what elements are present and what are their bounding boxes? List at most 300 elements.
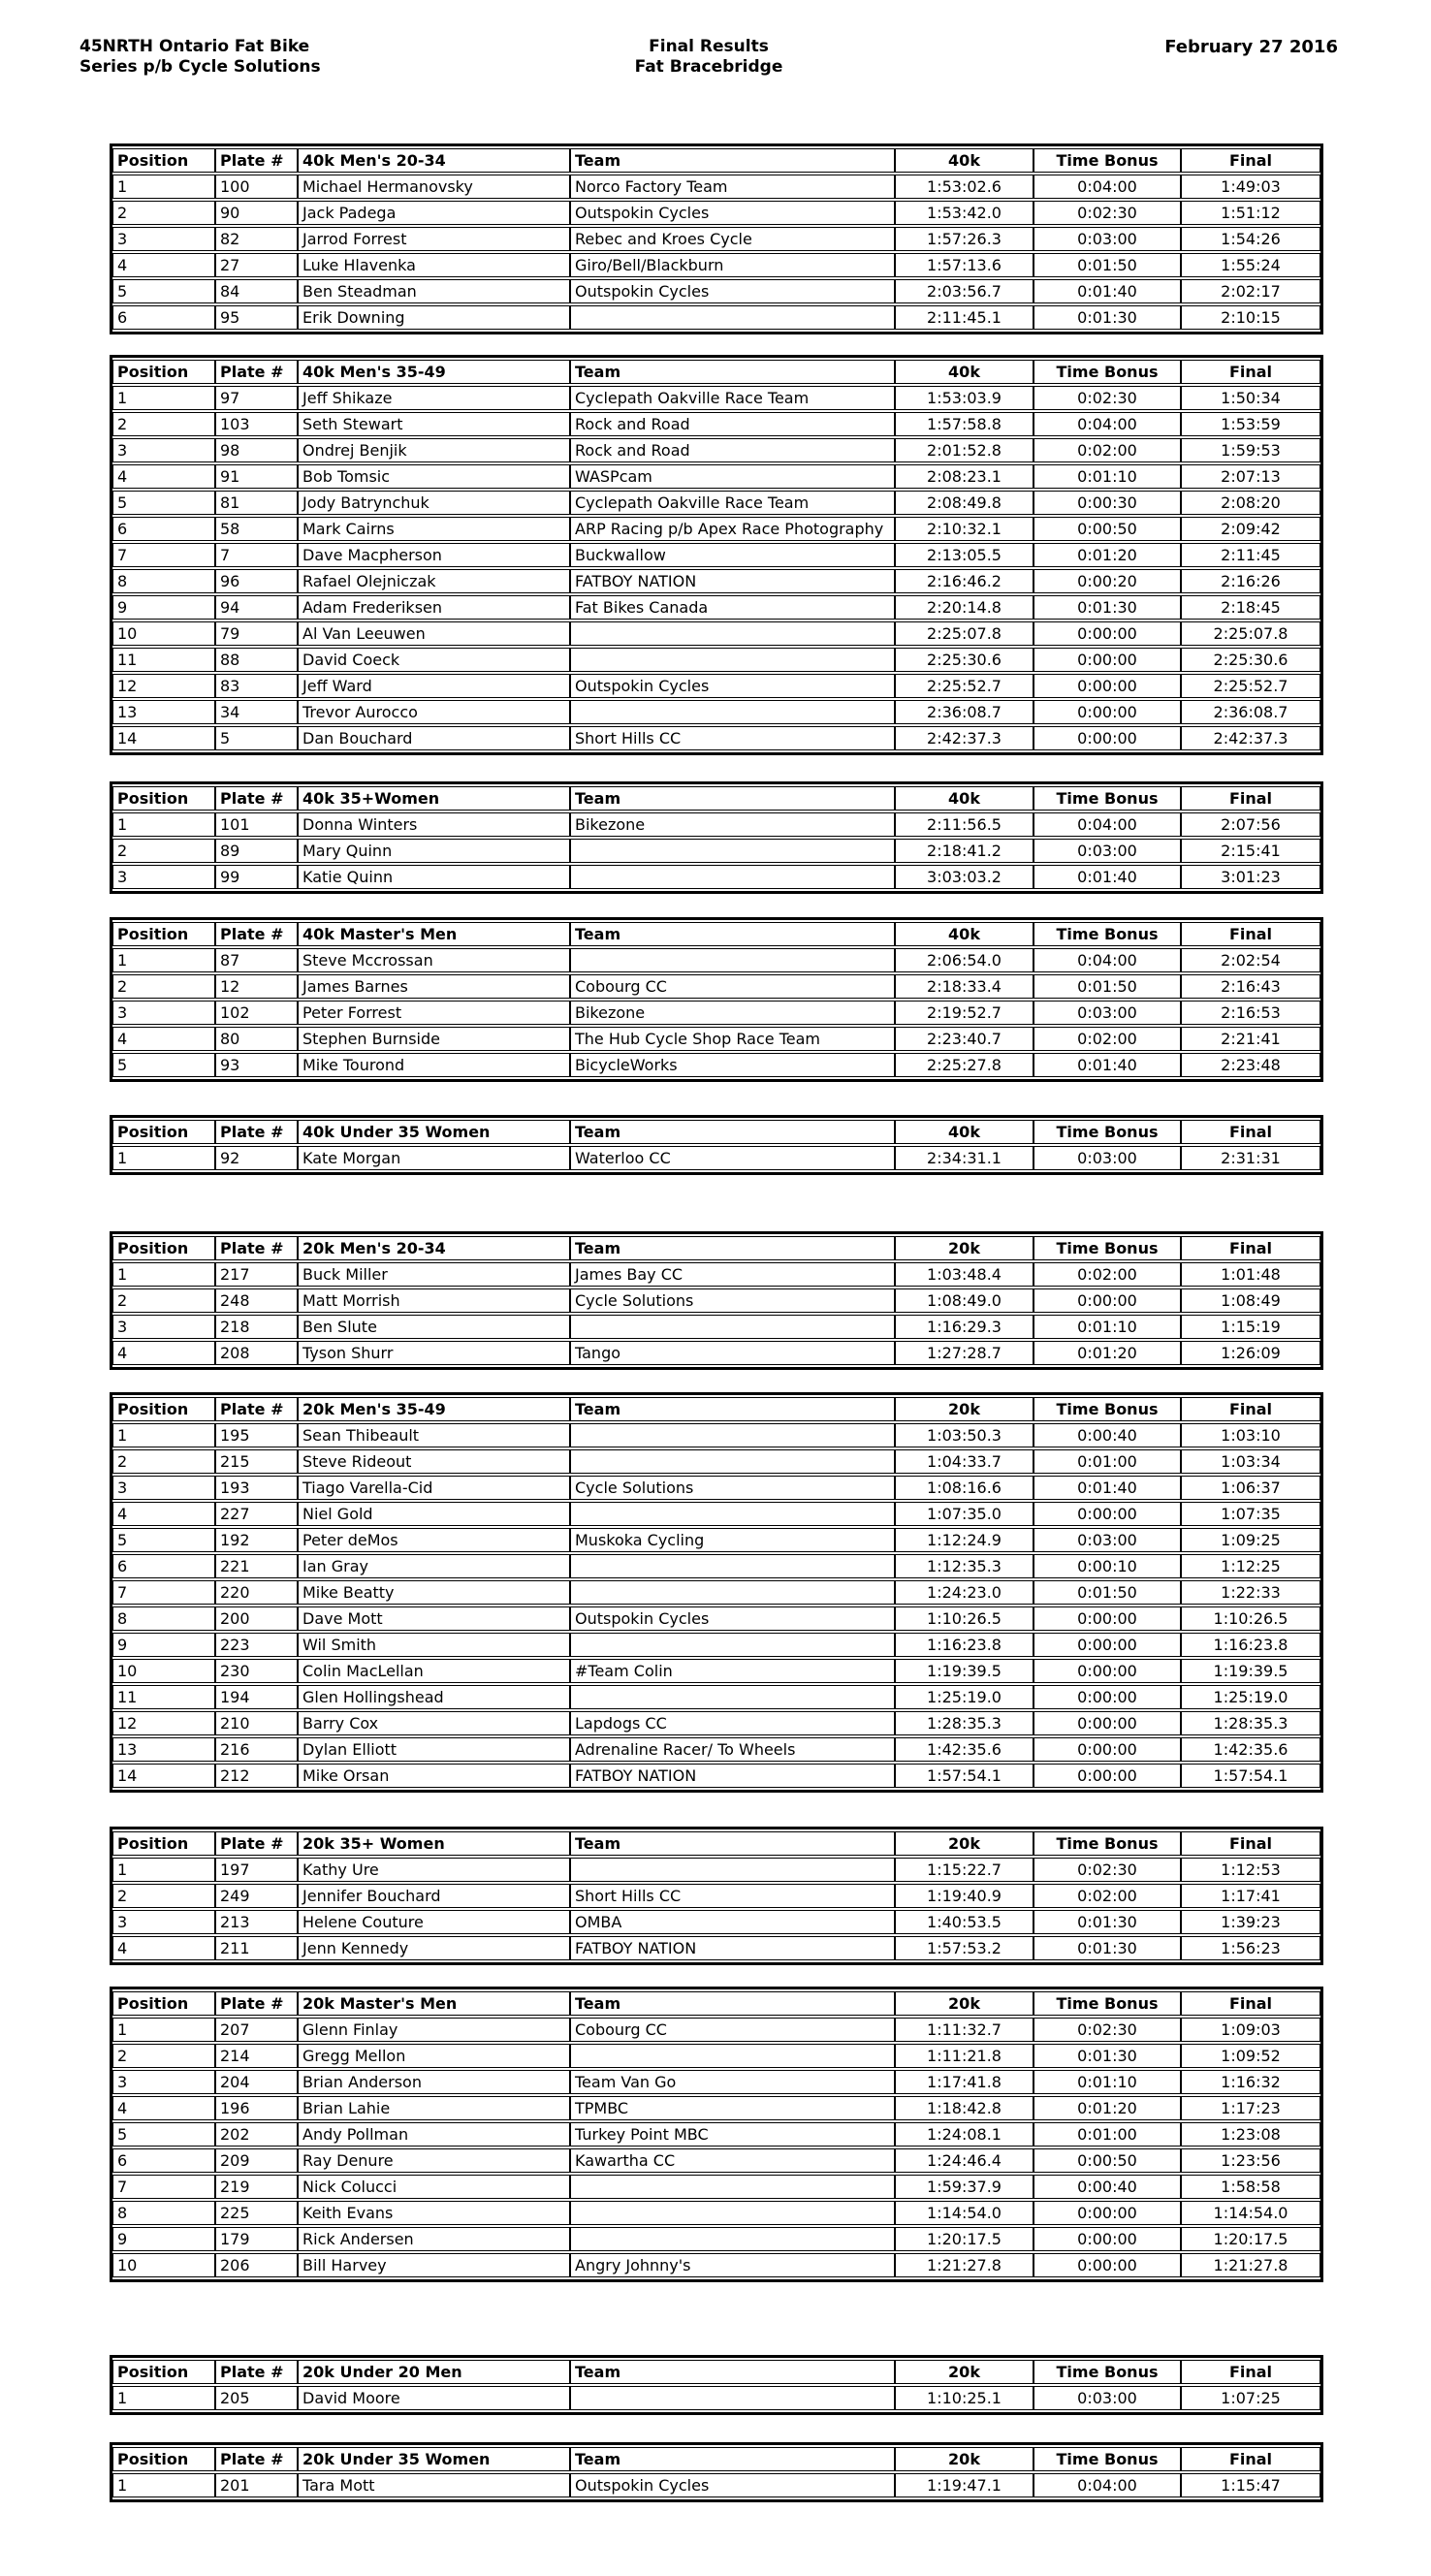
col-header-final: Final bbox=[1181, 2447, 1320, 2471]
cell-final: 1:26:09 bbox=[1181, 1341, 1320, 1365]
cell-time-bonus: 0:01:40 bbox=[1034, 865, 1181, 889]
cell-final: 1:21:27.8 bbox=[1181, 2253, 1320, 2277]
cell-final: 1:16:32 bbox=[1181, 2070, 1320, 2094]
cell-position: 2 bbox=[112, 1449, 215, 1474]
cell-position: 8 bbox=[112, 1606, 215, 1631]
cell-plate: 95 bbox=[215, 305, 298, 330]
cell-position: 4 bbox=[112, 2096, 215, 2120]
cell-position: 3 bbox=[112, 2070, 215, 2094]
cell-time-bonus: 0:01:10 bbox=[1034, 1315, 1181, 1339]
cell-name: Keith Evans bbox=[298, 2201, 570, 2225]
cell-name: Rick Andersen bbox=[298, 2227, 570, 2251]
cell-name: Rafael Olejniczak bbox=[298, 569, 570, 593]
col-header-distance: 40k bbox=[895, 786, 1034, 811]
cell-position: 1 bbox=[112, 812, 215, 837]
cell-team: Buckwallow bbox=[570, 543, 895, 567]
cell-final: 1:51:12 bbox=[1181, 201, 1320, 225]
cell-time-bonus: 0:01:20 bbox=[1034, 543, 1181, 567]
cell-position: 9 bbox=[112, 595, 215, 620]
cell-position: 9 bbox=[112, 2227, 215, 2251]
col-header-position: Position bbox=[112, 1991, 215, 2016]
col-header-position: Position bbox=[112, 2360, 215, 2384]
col-header-team: Team bbox=[570, 1397, 895, 1421]
cell-plate: 5 bbox=[215, 726, 298, 750]
cell-team: WASPcam bbox=[570, 464, 895, 489]
cell-time: 1:21:27.8 bbox=[895, 2253, 1034, 2277]
table-row bbox=[112, 491, 1320, 515]
cell-time: 2:36:08.7 bbox=[895, 700, 1034, 724]
col-header-position: Position bbox=[112, 786, 215, 811]
cell-name: Tiago Varella-Cid bbox=[298, 1476, 570, 1500]
cell-position: 8 bbox=[112, 2201, 215, 2225]
cell-team bbox=[570, 621, 895, 646]
results-table bbox=[110, 917, 1323, 1082]
cell-position: 1 bbox=[112, 948, 215, 972]
table-row bbox=[112, 1910, 1320, 1934]
cell-name: Matt Morrish bbox=[298, 1288, 570, 1313]
cell-name: Ray Denure bbox=[298, 2148, 570, 2173]
cell-time-bonus: 0:01:40 bbox=[1034, 1053, 1181, 1077]
cell-position: 2 bbox=[112, 974, 215, 999]
cell-plate: 93 bbox=[215, 1053, 298, 1077]
cell-final: 1:03:34 bbox=[1181, 1449, 1320, 1474]
table-row bbox=[112, 2473, 1320, 2497]
cell-time: 1:57:53.2 bbox=[895, 1936, 1034, 1960]
cell-time: 2:18:41.2 bbox=[895, 839, 1034, 863]
table-row bbox=[112, 1288, 1320, 1313]
cell-team: Cycle Solutions bbox=[570, 1476, 895, 1500]
table-row bbox=[112, 1315, 1320, 1339]
cell-name: Mike Beatty bbox=[298, 1580, 570, 1605]
cell-name: Jack Padega bbox=[298, 201, 570, 225]
col-header-category: 40k Men's 35-49 bbox=[298, 360, 570, 384]
col-header-category: 20k Men's 20-34 bbox=[298, 1236, 570, 1260]
cell-time: 2:34:31.1 bbox=[895, 1146, 1034, 1170]
cell-time: 1:19:39.5 bbox=[895, 1659, 1034, 1683]
cell-plate: 218 bbox=[215, 1315, 298, 1339]
cell-team: Cobourg CC bbox=[570, 974, 895, 999]
cell-team: James Bay CC bbox=[570, 1262, 895, 1287]
table-row bbox=[112, 253, 1320, 277]
cell-time-bonus: 0:00:00 bbox=[1034, 2201, 1181, 2225]
cell-time: 1:53:03.9 bbox=[895, 386, 1034, 410]
results-section bbox=[110, 1231, 1323, 1370]
table-row bbox=[112, 1262, 1320, 1287]
cell-final: 2:07:13 bbox=[1181, 464, 1320, 489]
cell-time-bonus: 0:02:30 bbox=[1034, 201, 1181, 225]
table-row bbox=[112, 1528, 1320, 1552]
cell-final: 1:22:33 bbox=[1181, 1580, 1320, 1605]
cell-time-bonus: 0:02:00 bbox=[1034, 438, 1181, 462]
col-header-time-bonus: Time Bonus bbox=[1034, 1831, 1181, 1856]
cell-team bbox=[570, 1423, 895, 1447]
col-header-category: 40k Men's 20-34 bbox=[298, 148, 570, 173]
cell-plate: 219 bbox=[215, 2175, 298, 2199]
cell-team bbox=[570, 1580, 895, 1605]
cell-time-bonus: 0:02:30 bbox=[1034, 1858, 1181, 1882]
cell-time: 1:28:35.3 bbox=[895, 1711, 1034, 1735]
cell-plate: 213 bbox=[215, 1910, 298, 1934]
cell-team bbox=[570, 1858, 895, 1882]
col-header-category: 20k Under 20 Men bbox=[298, 2360, 570, 2384]
cell-name: Glen Hollingshead bbox=[298, 1685, 570, 1709]
cell-time-bonus: 0:03:00 bbox=[1034, 839, 1181, 863]
cell-time: 2:13:05.5 bbox=[895, 543, 1034, 567]
cell-team: Cyclepath Oakville Race Team bbox=[570, 386, 895, 410]
cell-time: 1:25:19.0 bbox=[895, 1685, 1034, 1709]
cell-plate: 205 bbox=[215, 2386, 298, 2410]
cell-team bbox=[570, 948, 895, 972]
cell-position: 11 bbox=[112, 648, 215, 672]
cell-team bbox=[570, 305, 895, 330]
table-row bbox=[112, 543, 1320, 567]
cell-final: 1:15:47 bbox=[1181, 2473, 1320, 2497]
cell-time-bonus: 0:01:50 bbox=[1034, 974, 1181, 999]
cell-name: Steve Rideout bbox=[298, 1449, 570, 1474]
cell-final: 2:36:08.7 bbox=[1181, 700, 1320, 724]
table-row bbox=[112, 1936, 1320, 1960]
cell-final: 2:02:54 bbox=[1181, 948, 1320, 972]
table-row bbox=[112, 464, 1320, 489]
cell-plate: 209 bbox=[215, 2148, 298, 2173]
cell-position: 4 bbox=[112, 1936, 215, 1960]
cell-position: 2 bbox=[112, 839, 215, 863]
cell-team bbox=[570, 1449, 895, 1474]
cell-plate: 79 bbox=[215, 621, 298, 646]
cell-final: 1:20:17.5 bbox=[1181, 2227, 1320, 2251]
cell-team: Team Van Go bbox=[570, 2070, 895, 2094]
header-row bbox=[112, 922, 1320, 946]
table-row bbox=[112, 201, 1320, 225]
cell-name: Luke Hlavenka bbox=[298, 253, 570, 277]
col-header-plate: Plate # bbox=[215, 360, 298, 384]
table-row bbox=[112, 621, 1320, 646]
cell-time: 1:16:29.3 bbox=[895, 1315, 1034, 1339]
results-section bbox=[110, 2355, 1323, 2415]
cell-position: 1 bbox=[112, 386, 215, 410]
cell-time: 2:25:07.8 bbox=[895, 621, 1034, 646]
cell-time-bonus: 0:01:40 bbox=[1034, 279, 1181, 303]
cell-final: 1:58:58 bbox=[1181, 2175, 1320, 2199]
cell-plate: 91 bbox=[215, 464, 298, 489]
cell-final: 1:09:03 bbox=[1181, 2018, 1320, 2042]
col-header-final: Final bbox=[1181, 148, 1320, 173]
cell-name: Ben Steadman bbox=[298, 279, 570, 303]
cell-name: Sean Thibeault bbox=[298, 1423, 570, 1447]
cell-team bbox=[570, 1633, 895, 1657]
cell-name: Glenn Finlay bbox=[298, 2018, 570, 2042]
cell-time: 2:25:52.7 bbox=[895, 674, 1034, 698]
cell-team: Lapdogs CC bbox=[570, 1711, 895, 1735]
cell-name: Ondrej Benjik bbox=[298, 438, 570, 462]
cell-team: FATBOY NATION bbox=[570, 569, 895, 593]
col-header-final: Final bbox=[1181, 1991, 1320, 2016]
col-header-plate: Plate # bbox=[215, 786, 298, 811]
cell-time-bonus: 0:02:00 bbox=[1034, 1884, 1181, 1908]
cell-time: 1:57:13.6 bbox=[895, 253, 1034, 277]
col-header-time-bonus: Time Bonus bbox=[1034, 2360, 1181, 2384]
cell-final: 1:10:26.5 bbox=[1181, 1606, 1320, 1631]
col-header-final: Final bbox=[1181, 1120, 1320, 1144]
table-row bbox=[112, 974, 1320, 999]
table-row bbox=[112, 1053, 1320, 1077]
cell-final: 2:23:48 bbox=[1181, 1053, 1320, 1077]
cell-name: Barry Cox bbox=[298, 1711, 570, 1735]
cell-time: 1:27:28.7 bbox=[895, 1341, 1034, 1365]
cell-position: 12 bbox=[112, 674, 215, 698]
cell-final: 2:02:17 bbox=[1181, 279, 1320, 303]
cell-name: Jeff Ward bbox=[298, 674, 570, 698]
cell-plate: 223 bbox=[215, 1633, 298, 1657]
table-row bbox=[112, 2018, 1320, 2042]
cell-team: Bikezone bbox=[570, 1001, 895, 1025]
cell-final: 1:16:23.8 bbox=[1181, 1633, 1320, 1657]
cell-name: James Barnes bbox=[298, 974, 570, 999]
col-header-time-bonus: Time Bonus bbox=[1034, 1991, 1181, 2016]
table-row bbox=[112, 1884, 1320, 1908]
cell-time: 2:20:14.8 bbox=[895, 595, 1034, 620]
col-header-time-bonus: Time Bonus bbox=[1034, 360, 1181, 384]
cell-plate: 197 bbox=[215, 1858, 298, 1882]
cell-time-bonus: 0:01:20 bbox=[1034, 1341, 1181, 1365]
cell-plate: 88 bbox=[215, 648, 298, 672]
results-table bbox=[110, 2355, 1323, 2415]
cell-position: 1 bbox=[112, 2018, 215, 2042]
header-row bbox=[112, 2447, 1320, 2471]
cell-time-bonus: 0:01:30 bbox=[1034, 595, 1181, 620]
cell-time: 1:03:48.4 bbox=[895, 1262, 1034, 1287]
table-row bbox=[112, 2148, 1320, 2173]
cell-position: 1 bbox=[112, 1146, 215, 1170]
table-row bbox=[112, 2253, 1320, 2277]
header-row bbox=[112, 148, 1320, 173]
col-header-distance: 20k bbox=[895, 1991, 1034, 2016]
cell-plate: 202 bbox=[215, 2122, 298, 2147]
col-header-plate: Plate # bbox=[215, 1397, 298, 1421]
cell-position: 11 bbox=[112, 1685, 215, 1709]
col-header-team: Team bbox=[570, 922, 895, 946]
cell-position: 2 bbox=[112, 412, 215, 436]
col-header-position: Position bbox=[112, 1831, 215, 1856]
cell-plate: 179 bbox=[215, 2227, 298, 2251]
cell-time: 1:19:40.9 bbox=[895, 1884, 1034, 1908]
results-section bbox=[110, 355, 1323, 755]
cell-final: 2:16:43 bbox=[1181, 974, 1320, 999]
cell-team bbox=[570, 1315, 895, 1339]
cell-team bbox=[570, 2201, 895, 2225]
col-header-plate: Plate # bbox=[215, 2447, 298, 2471]
cell-final: 2:07:56 bbox=[1181, 812, 1320, 837]
col-header-team: Team bbox=[570, 148, 895, 173]
col-header-team: Team bbox=[570, 1831, 895, 1856]
header-row bbox=[112, 1831, 1320, 1856]
cell-time: 1:59:37.9 bbox=[895, 2175, 1034, 2199]
cell-time-bonus: 0:01:40 bbox=[1034, 1476, 1181, 1500]
cell-name: Dave Mott bbox=[298, 1606, 570, 1631]
cell-plate: 103 bbox=[215, 412, 298, 436]
col-header-team: Team bbox=[570, 1120, 895, 1144]
cell-name: Peter Forrest bbox=[298, 1001, 570, 1025]
cell-team: Giro/Bell/Blackburn bbox=[570, 253, 895, 277]
cell-team bbox=[570, 1554, 895, 1578]
col-header-plate: Plate # bbox=[215, 1991, 298, 2016]
cell-time-bonus: 0:00:00 bbox=[1034, 1633, 1181, 1657]
cell-time-bonus: 0:04:00 bbox=[1034, 175, 1181, 199]
series-title-line1: 45NRTH Ontario Fat Bike bbox=[80, 37, 310, 56]
cell-team: Adrenaline Racer/ To Wheels bbox=[570, 1737, 895, 1762]
cell-team bbox=[570, 1685, 895, 1709]
cell-plate: 217 bbox=[215, 1262, 298, 1287]
cell-plate: 212 bbox=[215, 1764, 298, 1788]
cell-position: 3 bbox=[112, 1910, 215, 1934]
cell-team bbox=[570, 1502, 895, 1526]
cell-time-bonus: 0:01:10 bbox=[1034, 464, 1181, 489]
cell-position: 1 bbox=[112, 175, 215, 199]
cell-time: 1:08:49.0 bbox=[895, 1288, 1034, 1313]
cell-time: 1:17:41.8 bbox=[895, 2070, 1034, 2094]
cell-name: Andy Pollman bbox=[298, 2122, 570, 2147]
cell-final: 1:03:10 bbox=[1181, 1423, 1320, 1447]
cell-final: 1:54:26 bbox=[1181, 227, 1320, 251]
event-date bbox=[923, 37, 1338, 57]
cell-time: 2:42:37.3 bbox=[895, 726, 1034, 750]
table-row bbox=[112, 1711, 1320, 1735]
cell-plate: 200 bbox=[215, 1606, 298, 1631]
cell-plate: 81 bbox=[215, 491, 298, 515]
cell-name: Jeff Shikaze bbox=[298, 386, 570, 410]
cell-position: 9 bbox=[112, 1633, 215, 1657]
col-header-distance: 20k bbox=[895, 1397, 1034, 1421]
col-header-position: Position bbox=[112, 2447, 215, 2471]
cell-final: 1:15:19 bbox=[1181, 1315, 1320, 1339]
cell-time-bonus: 0:00:50 bbox=[1034, 2148, 1181, 2173]
cell-final: 1:17:41 bbox=[1181, 1884, 1320, 1908]
table-row bbox=[112, 2175, 1320, 2199]
cell-time: 1:15:22.7 bbox=[895, 1858, 1034, 1882]
cell-time: 1:57:58.8 bbox=[895, 412, 1034, 436]
cell-team: Kawartha CC bbox=[570, 2148, 895, 2173]
cell-final: 1:08:49 bbox=[1181, 1288, 1320, 1313]
results-section bbox=[110, 1987, 1323, 2282]
cell-time-bonus: 0:00:00 bbox=[1034, 648, 1181, 672]
cell-team: Short Hills CC bbox=[570, 726, 895, 750]
cell-plate: 249 bbox=[215, 1884, 298, 1908]
table-row bbox=[112, 1476, 1320, 1500]
col-header-position: Position bbox=[112, 1236, 215, 1260]
cell-position: 6 bbox=[112, 517, 215, 541]
table-row bbox=[112, 812, 1320, 837]
table-row bbox=[112, 1606, 1320, 1631]
cell-time: 2:08:49.8 bbox=[895, 491, 1034, 515]
cell-time: 2:11:56.5 bbox=[895, 812, 1034, 837]
cell-team: FATBOY NATION bbox=[570, 1936, 895, 1960]
col-header-plate: Plate # bbox=[215, 2360, 298, 2384]
cell-time-bonus: 0:00:00 bbox=[1034, 674, 1181, 698]
table-row bbox=[112, 386, 1320, 410]
cell-time: 1:14:54.0 bbox=[895, 2201, 1034, 2225]
cell-time-bonus: 0:01:10 bbox=[1034, 2070, 1181, 2094]
col-header-category: 40k 35+Women bbox=[298, 786, 570, 811]
cell-final: 2:15:41 bbox=[1181, 839, 1320, 863]
table-row bbox=[112, 279, 1320, 303]
doc-header bbox=[0, 0, 1431, 78]
cell-time: 2:16:46.2 bbox=[895, 569, 1034, 593]
cell-name: Seth Stewart bbox=[298, 412, 570, 436]
event-date-text: February 27 2016 bbox=[1164, 37, 1338, 57]
cell-plate: 196 bbox=[215, 2096, 298, 2120]
cell-position: 12 bbox=[112, 1711, 215, 1735]
cell-name: Brian Lahie bbox=[298, 2096, 570, 2120]
cell-final: 2:16:53 bbox=[1181, 1001, 1320, 1025]
cell-final: 2:25:52.7 bbox=[1181, 674, 1320, 698]
results-table bbox=[110, 143, 1323, 334]
cell-team bbox=[570, 839, 895, 863]
col-header-final: Final bbox=[1181, 2360, 1320, 2384]
cell-position: 4 bbox=[112, 1027, 215, 1051]
cell-final: 1:23:56 bbox=[1181, 2148, 1320, 2173]
col-header-distance: 40k bbox=[895, 360, 1034, 384]
cell-final: 1:56:23 bbox=[1181, 1936, 1320, 1960]
cell-plate: 195 bbox=[215, 1423, 298, 1447]
col-header-distance: 20k bbox=[895, 1236, 1034, 1260]
cell-plate: 230 bbox=[215, 1659, 298, 1683]
cell-position: 4 bbox=[112, 253, 215, 277]
cell-time: 1:11:21.8 bbox=[895, 2044, 1034, 2068]
cell-position: 2 bbox=[112, 1288, 215, 1313]
cell-plate: 84 bbox=[215, 279, 298, 303]
col-header-time-bonus: Time Bonus bbox=[1034, 2447, 1181, 2471]
cell-name: Mike Tourond bbox=[298, 1053, 570, 1077]
table-row bbox=[112, 2386, 1320, 2410]
cell-time-bonus: 0:02:00 bbox=[1034, 1027, 1181, 1051]
cell-plate: 193 bbox=[215, 1476, 298, 1500]
col-header-category: 20k 35+ Women bbox=[298, 1831, 570, 1856]
table-row bbox=[112, 1685, 1320, 1709]
series-title bbox=[80, 37, 494, 78]
col-header-time-bonus: Time Bonus bbox=[1034, 148, 1181, 173]
cell-name: Jody Batrynchuk bbox=[298, 491, 570, 515]
cell-position: 5 bbox=[112, 2122, 215, 2147]
results-title bbox=[501, 37, 916, 78]
cell-plate: 208 bbox=[215, 1341, 298, 1365]
cell-position: 1 bbox=[112, 2386, 215, 2410]
cell-plate: 83 bbox=[215, 674, 298, 698]
cell-team: Rebec and Kroes Cycle bbox=[570, 227, 895, 251]
cell-time-bonus: 0:01:30 bbox=[1034, 2044, 1181, 2068]
cell-time: 1:12:24.9 bbox=[895, 1528, 1034, 1552]
cell-time-bonus: 0:01:00 bbox=[1034, 2122, 1181, 2147]
cell-time: 2:10:32.1 bbox=[895, 517, 1034, 541]
col-header-time-bonus: Time Bonus bbox=[1034, 1397, 1181, 1421]
col-header-distance: 20k bbox=[895, 2360, 1034, 2384]
cell-final: 1:09:25 bbox=[1181, 1528, 1320, 1552]
col-header-position: Position bbox=[112, 148, 215, 173]
cell-plate: 206 bbox=[215, 2253, 298, 2277]
col-header-plate: Plate # bbox=[215, 1831, 298, 1856]
results-section bbox=[110, 781, 1323, 894]
cell-time-bonus: 0:01:30 bbox=[1034, 305, 1181, 330]
cell-time-bonus: 0:01:50 bbox=[1034, 1580, 1181, 1605]
cell-team: Outspokin Cycles bbox=[570, 674, 895, 698]
cell-plate: 248 bbox=[215, 1288, 298, 1313]
cell-name: Niel Gold bbox=[298, 1502, 570, 1526]
cell-position: 14 bbox=[112, 1764, 215, 1788]
table-row bbox=[112, 1764, 1320, 1788]
table-row bbox=[112, 1633, 1320, 1657]
cell-position: 6 bbox=[112, 1554, 215, 1578]
cell-final: 1:23:08 bbox=[1181, 2122, 1320, 2147]
cell-name: Katie Quinn bbox=[298, 865, 570, 889]
